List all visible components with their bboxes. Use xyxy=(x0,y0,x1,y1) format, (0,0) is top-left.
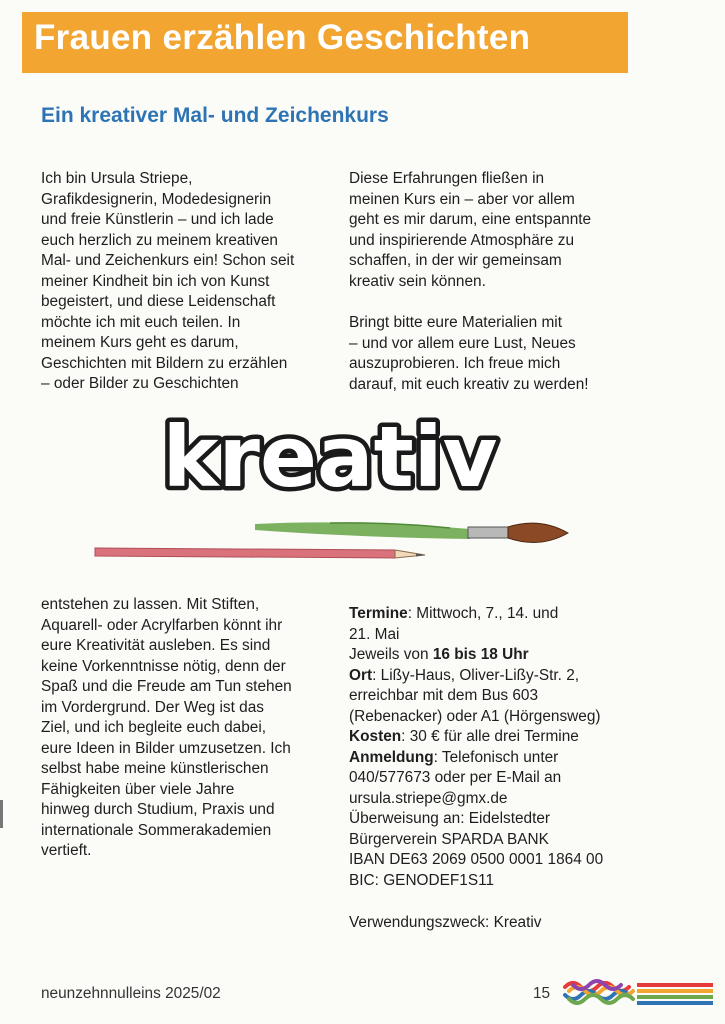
text-line: und freie Künstlerin – und ich lade xyxy=(41,211,274,228)
text-line: Aquarell- oder Acrylfarben könnt ihr xyxy=(41,616,283,634)
page-title: Frauen erzählen Geschichten xyxy=(34,18,531,57)
text-line: eure Kreativität ausleben. Es sind xyxy=(41,637,271,654)
kreativ-word: kreativ xyxy=(162,410,498,506)
ort-label: Ort xyxy=(349,666,373,684)
text-line: Geschichten mit Bildern zu erzählen xyxy=(41,354,288,372)
ort-line-2: erreichbar mit dem Bus 603 xyxy=(349,687,539,704)
text-line: möchte ich mit euch teilen. In xyxy=(41,313,241,331)
scan-edge-mark xyxy=(0,800,3,828)
text-line: begeistert, und diese Leidenschaft xyxy=(41,293,276,310)
text-line: euch herzlich zu meinem kreativen xyxy=(41,231,278,249)
text-line: Mal- und Zeichenkurs ein! Schon seit xyxy=(41,252,295,269)
kosten-line xyxy=(349,727,603,748)
text-line: entstehen zu lassen. Mit Stiften, xyxy=(41,596,260,613)
text-line: keine Vorkenntnisse nötig, denn der xyxy=(41,657,286,675)
bank-line-2: Bürgerverein SPARDA BANK xyxy=(349,830,549,848)
text-line: eure Ideen in Bilder umzusetzen. Ich xyxy=(41,739,291,757)
text-line: darauf, mit euch kreativ zu werden! xyxy=(349,375,589,393)
text-line: geht es mir darum, eine entspannte xyxy=(349,211,592,228)
paintbrush-icon xyxy=(255,522,568,542)
kreativ-illustration xyxy=(120,410,540,510)
text-line: Ich bin Ursula Striepe, xyxy=(41,170,193,187)
event-info xyxy=(349,604,603,891)
ort-line-3: (Rebenacker) oder A1 (Hörgensweg) xyxy=(349,707,601,725)
iban-line: IBAN DE63 2069 0500 0001 1864 00 xyxy=(349,851,604,868)
text-line: im Vordergrund. Der Weg ist das xyxy=(41,698,264,716)
text-line: meinem Kurs geht es darum, xyxy=(41,334,239,351)
text-line: schaffen, in der wir gemeinsam xyxy=(349,252,562,269)
termine-label: Termine xyxy=(349,605,408,622)
text-line: hinweg durch Studium, Praxis und xyxy=(41,801,275,818)
termine-line xyxy=(349,604,603,625)
braided-ribbon-logo xyxy=(561,975,721,1011)
termine-value: : Mittwoch, 7., 14. und xyxy=(407,605,559,622)
text-line: Grafikdesignerin, Modedesignerin xyxy=(41,190,272,208)
pencil-icon xyxy=(95,548,425,558)
text-line: Bringt bitte eure Materialien mit xyxy=(349,314,562,331)
kosten-label: Kosten xyxy=(349,728,402,745)
text-line: internationale Sommerakademien xyxy=(41,821,272,839)
anmeldung-line-2: 040/577673 oder per E-Mail an xyxy=(349,769,562,786)
time-line xyxy=(349,645,603,666)
course-paragraph xyxy=(41,595,292,862)
text-line: Fähigkeiten über viele Jahre xyxy=(41,780,235,798)
text-line: auszuprobieren. Ich freue mich xyxy=(349,355,561,372)
experience-paragraph xyxy=(349,169,591,292)
anmeldung-label: Anmeldung xyxy=(349,748,434,766)
text-line: Diese Erfahrungen fließen in xyxy=(349,170,545,187)
text-line: und inspirierende Atmosphäre zu xyxy=(349,231,575,249)
kosten-value: : 30 € für alle drei Termine xyxy=(401,728,579,745)
text-line: kreativ sein können. xyxy=(349,272,486,290)
bic-line: BIC: GENODEF1S11 xyxy=(349,871,495,889)
payment-purpose: Verwendungszweck: Kreativ xyxy=(349,914,542,931)
ort-line xyxy=(349,666,603,687)
time-prefix: Jeweils von xyxy=(349,646,433,663)
text-line: selbst habe meine künstlerischen xyxy=(41,760,269,777)
time-value: 16 bis 18 Uhr xyxy=(432,646,529,663)
header-bar xyxy=(22,12,628,73)
text-line: – und vor allem eure Lust, Neues xyxy=(349,334,576,352)
text-line: – oder Bilder zu Geschichten xyxy=(41,375,239,392)
ort-value: : Lißy-Haus, Oliver-Lißy-Str. 2, xyxy=(372,666,580,684)
text-line: Spaß und die Freude am Tun stehen xyxy=(41,678,292,695)
text-line: vertieft. xyxy=(41,842,92,859)
text-line: meinen Kurs ein – aber vor allem xyxy=(349,190,575,208)
email-address: ursula.striepe@gmx.de xyxy=(349,789,508,807)
text-line: meiner Kindheit bin ich von Kunst xyxy=(41,272,270,290)
intro-paragraph xyxy=(41,169,294,395)
anmeldung-line xyxy=(349,748,603,769)
brush-and-pencil-illustration xyxy=(90,505,610,575)
page-number: 15 xyxy=(533,985,551,1002)
materials-paragraph xyxy=(349,313,589,395)
publication-footer: neunzehnnulleins 2025/02 xyxy=(41,985,221,1002)
text-line: Ziel, und ich begleite euch dabei, xyxy=(41,719,267,736)
termine-line-2: 21. Mai xyxy=(349,625,400,643)
article-subtitle: Ein kreativer Mal- und Zeichenkurs xyxy=(41,104,389,127)
anmeldung-value: : Telefonisch unter xyxy=(433,748,559,766)
bank-line-1: Überweisung an: Eidelstedter xyxy=(349,810,551,827)
